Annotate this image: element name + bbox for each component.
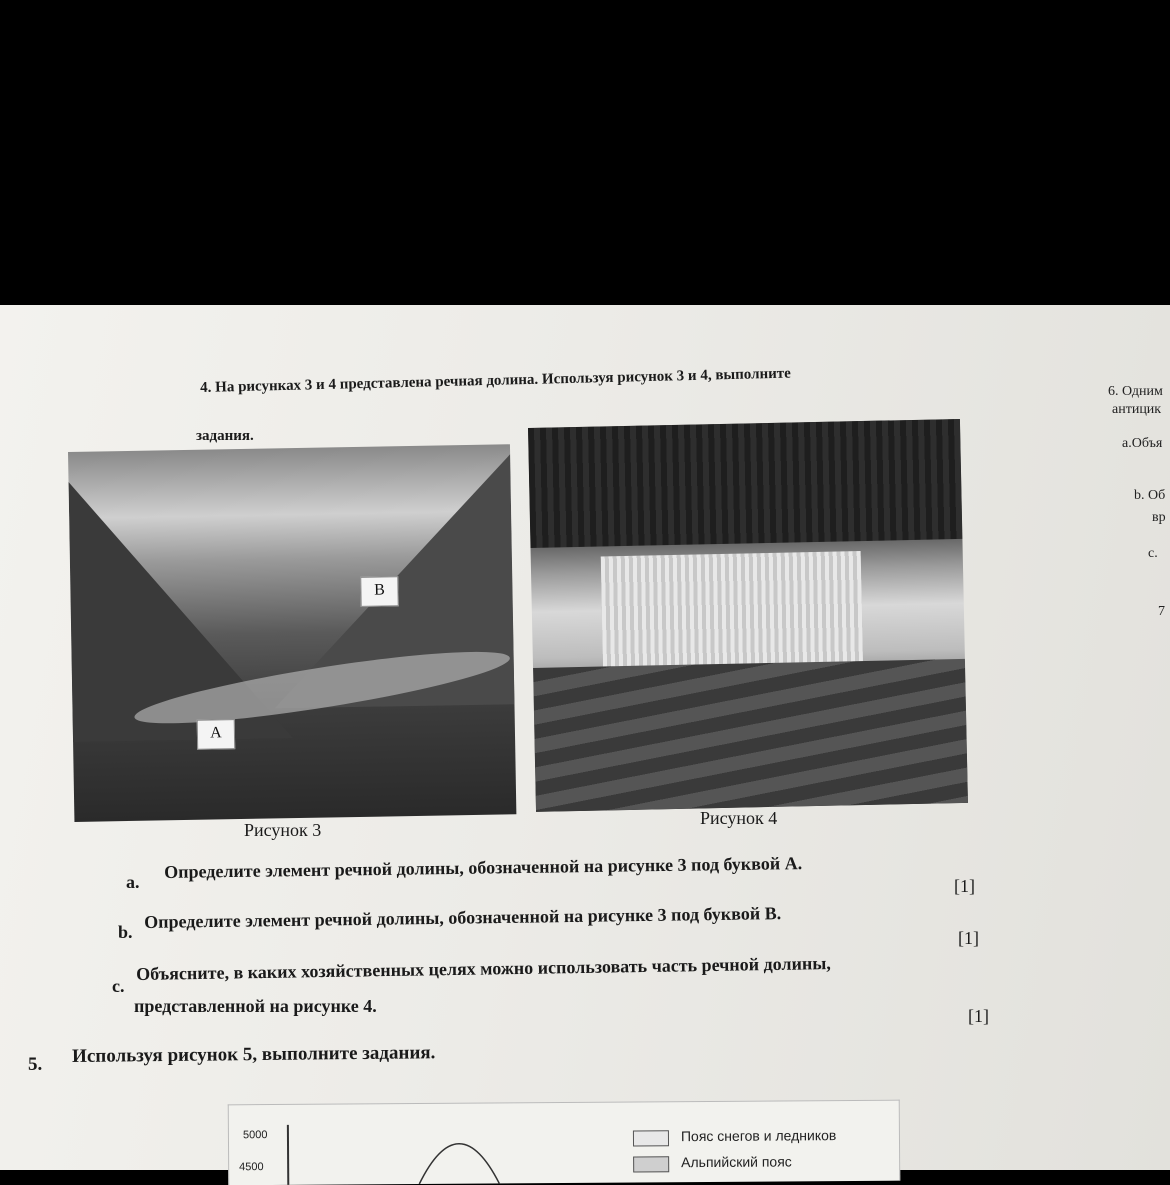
waterfall bbox=[601, 551, 863, 676]
figure-3-caption: Рисунок 3 bbox=[244, 820, 322, 840]
figure-3-label-a: А bbox=[197, 719, 236, 750]
task-c-marker: c. bbox=[112, 976, 125, 996]
task-a-text: Определите элемент речной долины, обозначенной на рисунке 3 под буквой А. bbox=[164, 853, 803, 882]
question-4-text: 4. На рисунках 3 и 4 представлена речная долина. Используя рисунок 3 и 4, выполните bbox=[200, 365, 792, 396]
right-col-line1: 6. Одним bbox=[1108, 384, 1163, 399]
task-b-points: [1] bbox=[958, 928, 979, 948]
figure-5-peak bbox=[409, 1123, 509, 1184]
figure-5-tick-4500: 4500 bbox=[239, 1161, 264, 1174]
figure-3-photo bbox=[68, 444, 516, 822]
figure-3-label-b: В bbox=[360, 576, 399, 607]
legend-alpine: Альпийский пояс bbox=[681, 1153, 792, 1171]
task-a-points: [1] bbox=[954, 876, 975, 896]
right-col-line2: антицик bbox=[1112, 402, 1162, 417]
forest bbox=[528, 419, 962, 548]
question-5-text: Используя рисунок 5, выполните задания. bbox=[72, 1042, 436, 1067]
right-col-item-b: b. Об bbox=[1134, 488, 1166, 503]
figure-5-axis bbox=[287, 1125, 289, 1185]
task-b-marker: b. bbox=[118, 922, 133, 942]
right-col-item-b2: вр bbox=[1152, 510, 1166, 525]
figure-4-caption: Рисунок 4 bbox=[700, 808, 778, 828]
question-5-number: 5. bbox=[28, 1054, 43, 1075]
legend-snow: Пояс снегов и ледников bbox=[680, 1127, 837, 1145]
figure-4-photo bbox=[528, 419, 968, 812]
task-c-text-cont: представленной на рисунке 4. bbox=[134, 996, 377, 1016]
right-col-item-7: 7 bbox=[1158, 604, 1165, 619]
figure-5 bbox=[228, 1100, 901, 1185]
task-c-points: [1] bbox=[968, 1006, 989, 1026]
question-4-text-cont: задания. bbox=[196, 428, 254, 444]
right-col-item-a: а.Объя bbox=[1122, 436, 1163, 451]
legend-swatch-alpine bbox=[633, 1156, 669, 1172]
right-col-item-c: c. bbox=[1148, 546, 1158, 561]
task-c-text: Объясните, в каких хозяйственных целях можно использовать часть речной долины, bbox=[136, 953, 831, 984]
task-b-text: Определите элемент речной долины, обозначенной на рисунке 3 под буквой В. bbox=[144, 903, 782, 932]
task-a-marker: a. bbox=[126, 872, 140, 892]
legend-swatch-snow bbox=[633, 1130, 669, 1146]
figure-5-tick-5000: 5000 bbox=[242, 1129, 268, 1142]
rocks bbox=[533, 659, 968, 812]
